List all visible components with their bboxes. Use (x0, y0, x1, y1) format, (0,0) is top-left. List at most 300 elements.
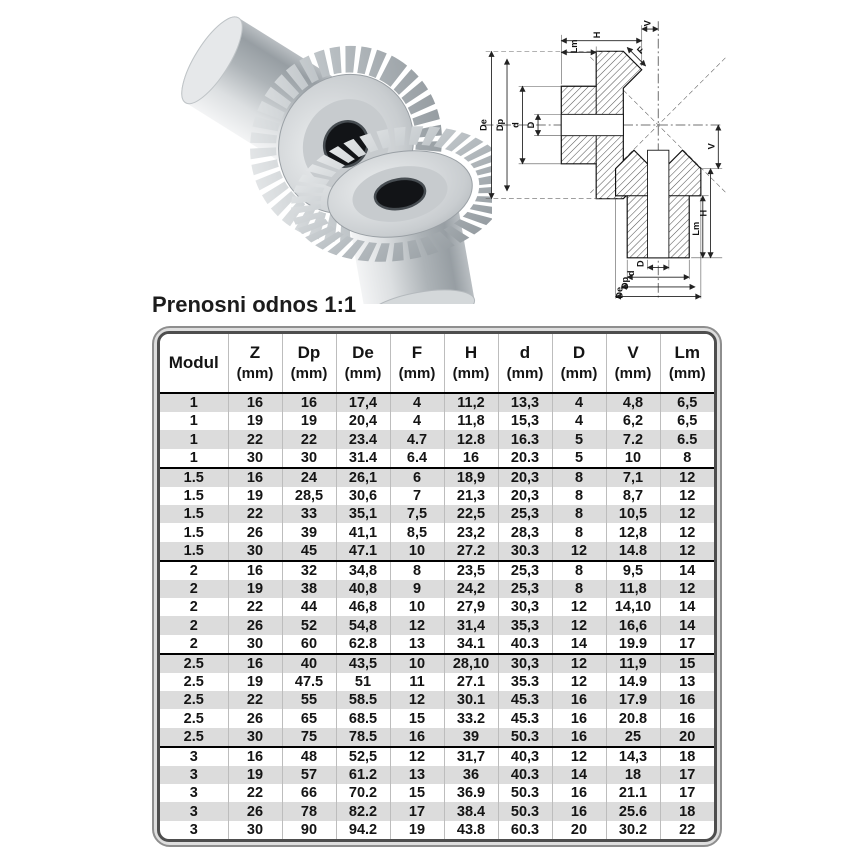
table-cell: 35,3 (498, 616, 552, 634)
dim-label-d-bottom: d (625, 270, 636, 277)
table-cell: 15 (660, 654, 714, 673)
table-cell: 10 (390, 598, 444, 616)
table-cell: 36.9 (444, 784, 498, 802)
table-cell: 22 (228, 691, 282, 709)
table-cell: 16 (282, 393, 336, 412)
table-cell: 46,8 (336, 598, 390, 616)
table-cell: 19 (228, 412, 282, 430)
table-cell: 1.5 (160, 468, 228, 487)
table-cell: 9,5 (606, 561, 660, 580)
table-cell: 10 (606, 449, 660, 468)
table-cell: 8 (552, 580, 606, 598)
table-cell: 19 (228, 766, 282, 784)
table-cell: 3 (189, 785, 198, 802)
table-cell: 6 (390, 468, 444, 487)
table-cell: 43.8 (444, 821, 498, 839)
table-cell: 16 (390, 728, 444, 747)
table-cell: 26 (228, 523, 282, 541)
column-header-D: D (mm) (552, 334, 606, 393)
table-cell: 48 (282, 747, 336, 766)
table-cell: 20,4 (336, 412, 390, 430)
table-row (160, 598, 714, 616)
table-row (160, 523, 714, 541)
table-cell: 12 (660, 468, 714, 487)
table-cell: 2.5 (160, 691, 228, 709)
table-cell: 30 (282, 449, 336, 468)
table-cell: 31,4 (444, 616, 498, 634)
table-cell: 12.8 (444, 430, 498, 448)
table-cell: 30.2 (606, 821, 660, 839)
table-row (160, 747, 714, 766)
table-cell: 45 (282, 542, 336, 561)
table-cell: 15 (390, 709, 444, 727)
table-cell: 19 (282, 412, 336, 430)
table-cell: 27.1 (444, 673, 498, 691)
table-cell: 1.5 (160, 505, 228, 523)
table-cell: 16 (660, 709, 714, 727)
table-cell: 16 (228, 393, 282, 412)
table-cell: 19 (228, 673, 282, 691)
table-cell: 27.2 (444, 542, 498, 561)
table-cell: 30 (228, 542, 282, 561)
table-cell: 12 (552, 616, 606, 634)
table-cell: 1 (160, 430, 228, 448)
table-row (160, 430, 714, 448)
table-cell: 11,8 (606, 580, 660, 598)
table-row (160, 709, 714, 727)
table-cell: 61.2 (336, 766, 390, 784)
table-cell: 70.2 (336, 784, 390, 802)
technical-drawing (476, 12, 728, 302)
table-cell: 15,3 (498, 412, 552, 430)
table-cell: 17 (660, 635, 714, 654)
dim-label-d-left: d (510, 122, 521, 128)
table-row (160, 393, 714, 412)
table-cell: 14 (660, 616, 714, 634)
table-cell: 8 (660, 449, 714, 468)
table-cell: 22 (228, 784, 282, 802)
column-header-F: F (mm) (390, 334, 444, 393)
table-cell: 30,6 (336, 487, 390, 505)
table-cell: 17 (390, 802, 444, 820)
table-cell: 23,5 (444, 561, 498, 580)
table-cell: 2 (189, 635, 198, 652)
table-cell: 22 (228, 505, 282, 523)
column-header-d: d (mm) (498, 334, 552, 393)
table-cell: 8 (552, 505, 606, 523)
table-cell: 30 (228, 635, 282, 654)
dim-label-V-top: V (642, 20, 653, 27)
table-cell: 21,3 (444, 487, 498, 505)
table-cell: 3 (160, 747, 228, 766)
table-cell: 11,8 (444, 412, 498, 430)
table-cell: 33 (282, 505, 336, 523)
table-cell: 16 (228, 468, 282, 487)
table-cell: 11,9 (606, 654, 660, 673)
table-cell: 13 (390, 766, 444, 784)
table-cell: 16 (552, 709, 606, 727)
gear-pair-photo (168, 2, 492, 304)
table-cell: 38 (282, 580, 336, 598)
table-cell: 2 (160, 580, 228, 598)
table-cell: 12 (390, 691, 444, 709)
table-cell: 17.9 (606, 691, 660, 709)
table-cell: 10 (390, 542, 444, 561)
table-cell: 15 (390, 784, 444, 802)
table-cell: 35,1 (336, 505, 390, 523)
table-cell: 16 (660, 691, 714, 709)
table-cell: 40,8 (336, 580, 390, 598)
column-header-De: De (mm) (336, 334, 390, 393)
table-row (160, 616, 714, 634)
table-cell: 78.5 (336, 728, 390, 747)
table-cell: 68.5 (336, 709, 390, 727)
dim-label-Dp-bottom: Dp (620, 276, 631, 290)
table-cell: 12 (552, 747, 606, 766)
table-cell: 26,1 (336, 468, 390, 487)
table-row (160, 412, 714, 430)
table-cell: 16 (444, 449, 498, 468)
table-cell: 4.7 (390, 430, 444, 448)
table-row (160, 580, 714, 598)
table-cell: 16 (552, 802, 606, 820)
table-cell: 1 (160, 393, 228, 412)
table-row (160, 691, 714, 709)
table-cell: 8 (552, 487, 606, 505)
table-cell: 9 (390, 580, 444, 598)
table-frame-inner (157, 331, 717, 842)
gear-pair-photo-svg (168, 2, 492, 304)
table-cell: 31,7 (444, 747, 498, 766)
gear-dimensions-table (160, 334, 714, 839)
dim-label-Lm-right: Lm (690, 221, 701, 236)
table-cell: 16 (552, 728, 606, 747)
table-cell: 44 (282, 598, 336, 616)
table-cell: 25 (606, 728, 660, 747)
table-cell: 17,4 (336, 393, 390, 412)
table-cell: 12 (390, 747, 444, 766)
table-cell: 6,5 (660, 393, 714, 412)
table-cell: 30,3 (498, 598, 552, 616)
table-cell: 1.5 (183, 488, 204, 505)
table-row (160, 802, 714, 820)
table-cell: 41,1 (336, 523, 390, 541)
table-row (160, 561, 714, 580)
table-cell: 50.3 (498, 802, 552, 820)
page-title: Prenosni odnos 1:1 (152, 292, 357, 317)
table-cell: 8 (552, 468, 606, 487)
table-cell: 13 (390, 635, 444, 654)
table-cell: 24 (282, 468, 336, 487)
upper-gear-bore (561, 114, 623, 135)
table-cell: 52,5 (336, 747, 390, 766)
table-cell: 6.5 (660, 430, 714, 448)
table-cell: 19 (390, 821, 444, 839)
dim-label-V-right: V (706, 143, 717, 150)
table-cell: 1.5 (183, 524, 204, 541)
table-cell: 47.5 (282, 673, 336, 691)
table-cell: 16 (552, 691, 606, 709)
table-row (160, 821, 714, 839)
table-cell: 5 (552, 430, 606, 448)
table-cell: 39 (444, 728, 498, 747)
dim-label-De-left: De (478, 119, 489, 131)
table-row (160, 766, 714, 784)
table-cell: 40,3 (498, 747, 552, 766)
table-cell: 17 (660, 784, 714, 802)
table-cell: 19.9 (606, 635, 660, 654)
table-body (160, 393, 714, 839)
table-cell: 6,2 (606, 412, 660, 430)
table-cell: 90 (282, 821, 336, 839)
table-cell: 18 (660, 802, 714, 820)
dim-label-H-top: H (592, 31, 603, 39)
table-cell: 12 (390, 616, 444, 634)
header-row (160, 334, 714, 393)
table-cell: 16 (228, 747, 282, 766)
table-cell: 8 (552, 523, 606, 541)
table-cell: 31.4 (336, 449, 390, 468)
table-cell: 34,8 (336, 561, 390, 580)
table-cell: 8,7 (606, 487, 660, 505)
table-cell: 30.1 (444, 691, 498, 709)
table-cell: 3 (160, 766, 228, 784)
table-row (160, 635, 714, 654)
table-cell: 8,5 (390, 523, 444, 541)
dim-label-H-right: H (698, 209, 709, 217)
table-cell: 11 (390, 673, 444, 691)
table-cell: 36 (444, 766, 498, 784)
table-row (160, 784, 714, 802)
table-cell: 12 (660, 523, 714, 541)
table-cell: 8 (552, 561, 606, 580)
column-header-Dp: Dp (mm) (282, 334, 336, 393)
table-cell: 25,3 (498, 580, 552, 598)
lower-gear-bore (648, 150, 669, 258)
table-cell: 13 (660, 673, 714, 691)
dim-label-Dp-left: Dp (495, 118, 506, 132)
table-cell: 62.8 (336, 635, 390, 654)
table-cell: 23,2 (444, 523, 498, 541)
table-cell: 14,10 (606, 598, 660, 616)
table-cell: 60 (282, 635, 336, 654)
table-cell: 14 (660, 598, 714, 616)
table-cell: 40.3 (498, 635, 552, 654)
table-cell: 12 (660, 580, 714, 598)
table-cell: 16 (228, 654, 282, 673)
table-cell: 26 (228, 616, 282, 634)
table-cell: 35.3 (498, 673, 552, 691)
table-cell: 12 (660, 487, 714, 505)
table-cell: 25.6 (606, 802, 660, 820)
table-cell: 2.5 (183, 710, 204, 727)
table-cell: 1 (189, 413, 198, 430)
table-cell: 16,6 (606, 616, 660, 634)
table-cell: 22 (660, 821, 714, 839)
table-cell: 65 (282, 709, 336, 727)
table-cell: 30 (228, 449, 282, 468)
table-cell: 94.2 (336, 821, 390, 839)
table-cell: 45.3 (498, 691, 552, 709)
table-cell: 38.4 (444, 802, 498, 820)
table-cell: 20,3 (498, 487, 552, 505)
table-cell: 4 (390, 393, 444, 412)
table-cell: 51 (336, 673, 390, 691)
column-header-H: H (mm) (444, 334, 498, 393)
dim-label-D-left: D (526, 121, 537, 129)
dim-label-De-bottom: De (614, 286, 625, 299)
table-cell: 2.5 (160, 728, 228, 747)
table-cell: 22,5 (444, 505, 498, 523)
table-row (160, 673, 714, 691)
table-cell: 24,2 (444, 580, 498, 598)
table-frame (152, 326, 722, 847)
table-cell: 2.5 (183, 674, 204, 691)
table-cell: 26 (228, 802, 282, 820)
table-cell: 30 (228, 821, 282, 839)
table-cell: 66 (282, 784, 336, 802)
table-cell: 55 (282, 691, 336, 709)
table-cell: 12 (552, 673, 606, 691)
table-head (160, 334, 714, 393)
table-cell: 22 (282, 430, 336, 448)
table-cell: 54,8 (336, 616, 390, 634)
table-cell: 12 (552, 542, 606, 561)
table-row (160, 505, 714, 523)
table-cell: 21.1 (606, 784, 660, 802)
column-header-V: V (mm) (606, 334, 660, 393)
table-cell: 16.3 (498, 430, 552, 448)
table-cell: 4 (552, 412, 606, 430)
table-cell: 40 (282, 654, 336, 673)
table-cell: 22 (228, 598, 282, 616)
table-cell: 60.3 (498, 821, 552, 839)
table-cell: 2 (189, 599, 198, 616)
table-cell: 4 (390, 412, 444, 430)
table-cell: 11,2 (444, 393, 498, 412)
table-cell: 40.3 (498, 766, 552, 784)
dim-label-D-bottom: D (635, 260, 646, 267)
table-cell: 12 (552, 654, 606, 673)
table-cell: 22 (228, 430, 282, 448)
table-cell: 58.5 (336, 691, 390, 709)
table-cell: 27,9 (444, 598, 498, 616)
table-cell: 30.3 (498, 542, 552, 561)
table-cell: 16 (228, 561, 282, 580)
table-cell: 7 (390, 487, 444, 505)
table-cell: 30,3 (498, 654, 552, 673)
table-cell: 12 (660, 542, 714, 561)
table-cell: 1.5 (160, 542, 228, 561)
table-cell: 25,3 (498, 505, 552, 523)
table-row (160, 487, 714, 505)
table-cell: 39 (282, 523, 336, 541)
table-cell: 12,8 (606, 523, 660, 541)
table-cell: 45.3 (498, 709, 552, 727)
column-header-Z: Z (mm) (228, 334, 282, 393)
table-cell: 19 (228, 580, 282, 598)
table-cell: 17 (660, 766, 714, 784)
technical-drawing-svg (476, 12, 728, 302)
table-cell: 50.3 (498, 784, 552, 802)
table-cell: 6.4 (390, 449, 444, 468)
table-cell: 43,5 (336, 654, 390, 673)
table-cell: 2 (160, 561, 228, 580)
dim-label-F-top: F (635, 44, 647, 56)
table-cell: 18 (606, 766, 660, 784)
table-cell: 7.2 (606, 430, 660, 448)
table-cell: 23.4 (336, 430, 390, 448)
table-cell: 12 (552, 598, 606, 616)
table-cell: 47.1 (336, 542, 390, 561)
table-cell: 14 (552, 635, 606, 654)
table-cell: 8 (390, 561, 444, 580)
table-cell: 28,10 (444, 654, 498, 673)
table-cell: 2.5 (160, 654, 228, 673)
table-cell: 14,3 (606, 747, 660, 766)
table-row (160, 542, 714, 561)
table-cell: 14.9 (606, 673, 660, 691)
table-cell: 50.3 (498, 728, 552, 747)
table-cell: 28,5 (282, 487, 336, 505)
table-cell: 78 (282, 802, 336, 820)
table-cell: 3 (160, 802, 228, 820)
table-row (160, 449, 714, 468)
table-cell: 33.2 (444, 709, 498, 727)
table-cell: 19 (228, 487, 282, 505)
table-cell: 7,5 (390, 505, 444, 523)
table-cell: 4 (552, 393, 606, 412)
table-cell: 5 (552, 449, 606, 468)
table-cell: 3 (189, 821, 198, 838)
table-cell: 16 (552, 784, 606, 802)
table-cell: 14 (552, 766, 606, 784)
table-cell: 30 (228, 728, 282, 747)
dim-label-Lm-top: Lm (568, 39, 579, 54)
table-cell: 10 (390, 654, 444, 673)
table-cell: 52 (282, 616, 336, 634)
table-cell: 20 (552, 821, 606, 839)
table-cell: 57 (282, 766, 336, 784)
table-cell: 32 (282, 561, 336, 580)
table-cell: 12 (660, 505, 714, 523)
table-cell: 4,8 (606, 393, 660, 412)
column-header-Modul: Modul (160, 334, 228, 393)
table-cell: 7,1 (606, 468, 660, 487)
table-cell: 26 (228, 709, 282, 727)
column-header-Lm: Lm (mm) (660, 334, 714, 393)
table-cell: 75 (282, 728, 336, 747)
table-cell: 34.1 (444, 635, 498, 654)
table-row (160, 468, 714, 487)
table-cell: 18 (660, 747, 714, 766)
table-cell: 14.8 (606, 542, 660, 561)
table-cell: 20,3 (498, 468, 552, 487)
table-cell: 82.2 (336, 802, 390, 820)
table-cell: 2 (160, 616, 228, 634)
table-cell: 6,5 (660, 412, 714, 430)
table-cell: 25,3 (498, 561, 552, 580)
table-cell: 18,9 (444, 468, 498, 487)
table-cell: 20 (660, 728, 714, 747)
table-cell: 10,5 (606, 505, 660, 523)
table-cell: 28,3 (498, 523, 552, 541)
table-cell: 13,3 (498, 393, 552, 412)
table-cell: 1 (189, 449, 198, 466)
table-cell: 20.8 (606, 709, 660, 727)
table-cell: 14 (660, 561, 714, 580)
table-cell: 20.3 (498, 449, 552, 468)
